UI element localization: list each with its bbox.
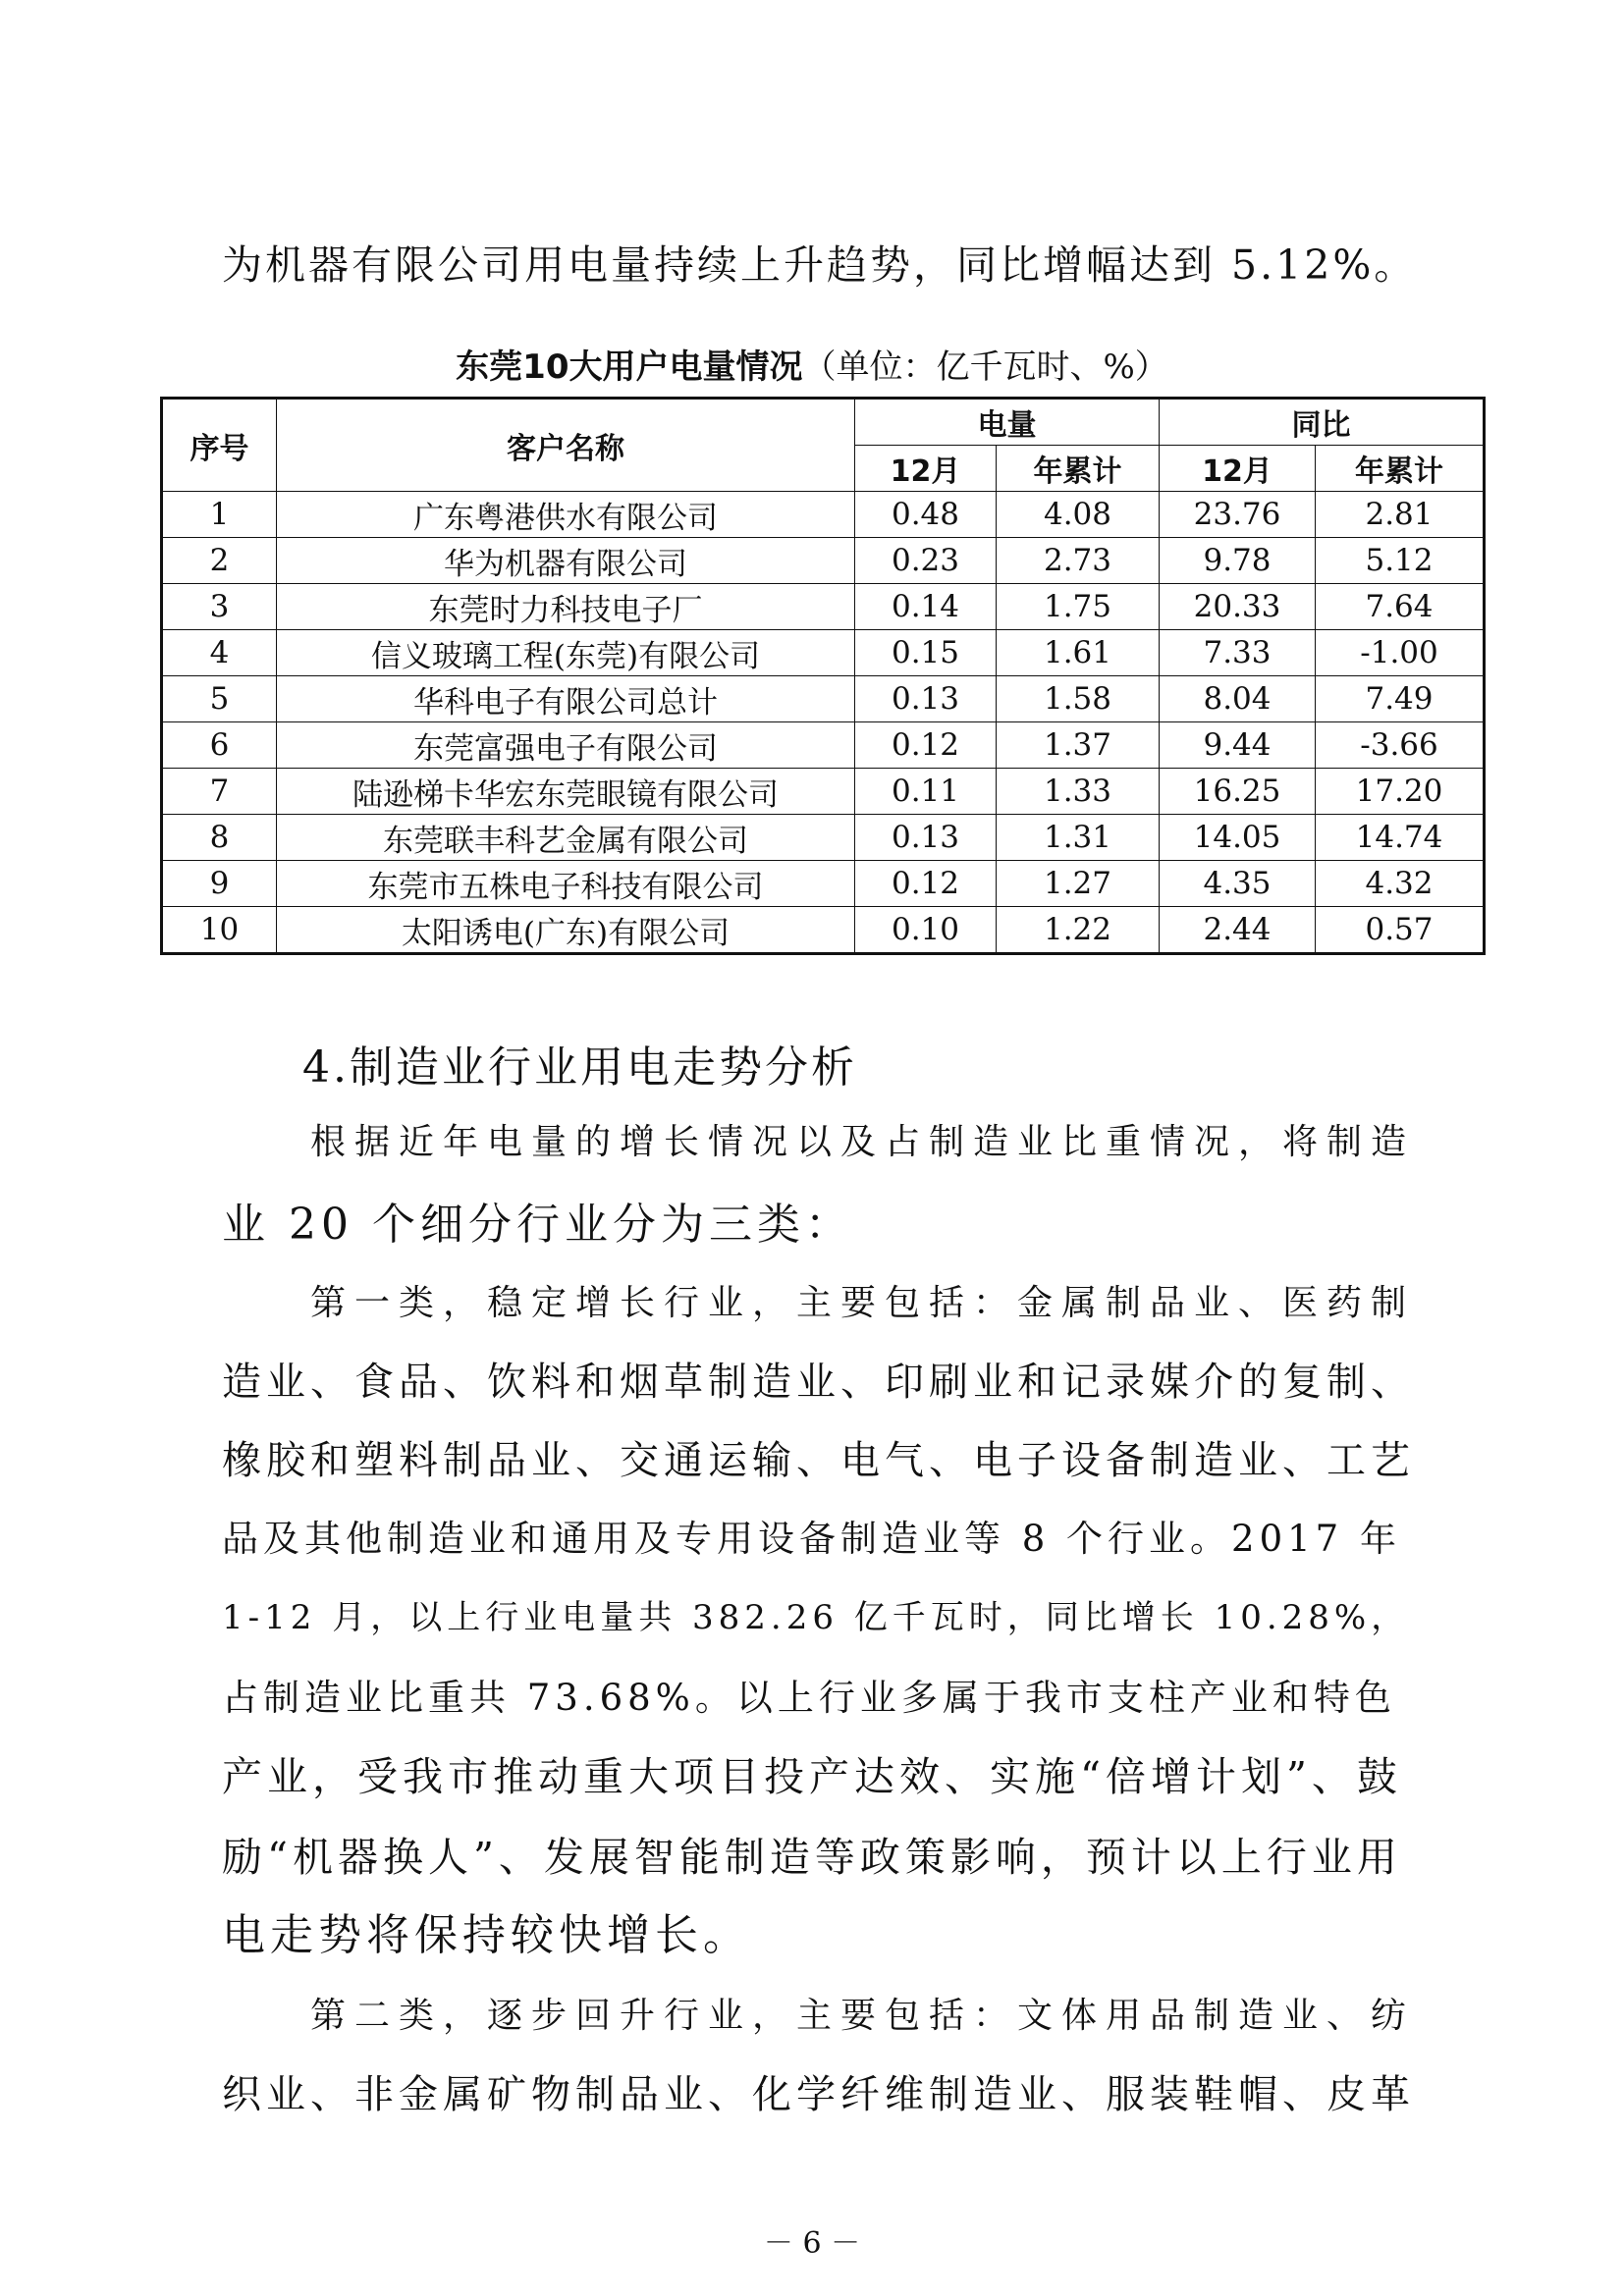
cell-yoy-dec: 16.25 xyxy=(1160,769,1316,815)
paragraph-line: 电走势将保持较快增长。 xyxy=(222,1910,751,1960)
cell-yoy-ytd: 4.32 xyxy=(1316,861,1485,907)
table-row xyxy=(162,584,1485,630)
table-caption xyxy=(0,344,1624,391)
cell-yoy-ytd: -3.66 xyxy=(1316,722,1485,769)
cell-yoy-dec: 8.04 xyxy=(1160,676,1316,722)
cell-index: 3 xyxy=(162,584,277,630)
cell-index: 10 xyxy=(162,907,277,954)
header-power-group: 电量 xyxy=(855,399,1160,446)
cell-power-ytd: 1.31 xyxy=(997,815,1160,861)
table-row xyxy=(162,769,1485,815)
paragraph-line: 橡胶和塑料制品业、交通运输、电气、电子设备制造业、工艺 xyxy=(222,1438,1415,1483)
table-row xyxy=(162,538,1485,584)
paragraph-line: 第一类，稳定增长行业，主要包括：金属制品业、医药制 xyxy=(310,1283,1416,1323)
header-yoy-dec: 12月 xyxy=(1160,446,1316,492)
cell-customer: 东莞联丰科艺金属有限公司 xyxy=(277,815,855,861)
header-power-ytd: 年累计 xyxy=(997,446,1160,492)
cell-customer: 信义玻璃工程(东莞)有限公司 xyxy=(277,630,855,676)
page-number: － 6 － xyxy=(763,2226,861,2261)
cell-customer: 东莞富强电子有限公司 xyxy=(277,722,855,769)
cell-yoy-ytd: -1.00 xyxy=(1316,630,1485,676)
table-row xyxy=(162,907,1485,954)
paragraph-line: 造业、食品、饮料和烟草制造业、印刷业和记录媒介的复制、 xyxy=(222,1360,1415,1405)
cell-power-ytd: 1.27 xyxy=(997,861,1160,907)
table-row xyxy=(162,861,1485,907)
table-row xyxy=(162,492,1485,538)
cell-yoy-ytd: 2.81 xyxy=(1316,492,1485,538)
header-yoy-group: 同比 xyxy=(1160,399,1485,446)
paragraph-line: 1-12 月，以上行业电量共 382.26 亿千瓦时，同比增长 10.28%， xyxy=(222,1598,1410,1637)
table-row xyxy=(162,676,1485,722)
paragraph-line: 织业、非金属矿物制品业、化学纤维制造业、服装鞋帽、皮革 xyxy=(222,2072,1415,2117)
paragraph-line: 占制造业比重共 73.68%。以上行业多属于我市支柱产业和特色 xyxy=(222,1677,1396,1719)
cell-power-dec: 0.13 xyxy=(855,815,997,861)
paragraph-line: 根据近年电量的增长情况以及占制造业比重情况，将制造 xyxy=(310,1122,1416,1162)
paragraph-line: 励“机器换人”、发展智能制造等政策影响，预计以上行业用 xyxy=(222,1834,1402,1881)
cell-power-dec: 0.10 xyxy=(855,907,997,954)
cell-yoy-dec: 20.33 xyxy=(1160,584,1316,630)
table-body xyxy=(162,492,1485,954)
cell-power-ytd: 4.08 xyxy=(997,492,1160,538)
cell-yoy-ytd: 5.12 xyxy=(1316,538,1485,584)
cell-customer: 华为机器有限公司 xyxy=(277,538,855,584)
cell-power-ytd: 1.37 xyxy=(997,722,1160,769)
cell-power-ytd: 1.58 xyxy=(997,676,1160,722)
cell-yoy-dec: 9.78 xyxy=(1160,538,1316,584)
table-row xyxy=(162,815,1485,861)
cell-customer: 陆逊梯卡华宏东莞眼镜有限公司 xyxy=(277,769,855,815)
cell-power-dec: 0.23 xyxy=(855,538,997,584)
cell-power-ytd: 1.22 xyxy=(997,907,1160,954)
cell-yoy-ytd: 14.74 xyxy=(1316,815,1485,861)
cell-power-ytd: 1.75 xyxy=(997,584,1160,630)
cell-customer: 广东粤港供水有限公司 xyxy=(277,492,855,538)
cell-yoy-ytd: 17.20 xyxy=(1316,769,1485,815)
cell-power-dec: 0.12 xyxy=(855,722,997,769)
cell-index: 4 xyxy=(162,630,277,676)
cell-customer: 东莞市五株电子科技有限公司 xyxy=(277,861,855,907)
cell-yoy-ytd: 7.49 xyxy=(1316,676,1485,722)
cell-yoy-dec: 7.33 xyxy=(1160,630,1316,676)
cell-power-dec: 0.14 xyxy=(855,584,997,630)
cell-yoy-ytd: 7.64 xyxy=(1316,584,1485,630)
header-index: 序号 xyxy=(162,399,277,492)
cell-power-dec: 0.48 xyxy=(855,492,997,538)
cell-yoy-dec: 23.76 xyxy=(1160,492,1316,538)
cell-yoy-dec: 4.35 xyxy=(1160,861,1316,907)
cell-power-ytd: 1.33 xyxy=(997,769,1160,815)
table-title: 东莞10大用户电量情况 xyxy=(456,347,803,387)
cell-power-ytd: 2.73 xyxy=(997,538,1160,584)
paragraph-line: 第二类，逐步回升行业，主要包括：文体用品制造业、纺 xyxy=(310,1996,1416,2036)
intro-line: 为机器有限公司用电量持续上升趋势，同比增幅达到 5.12%。 xyxy=(222,241,1418,289)
cell-index: 6 xyxy=(162,722,277,769)
cell-yoy-dec: 9.44 xyxy=(1160,722,1316,769)
cell-index: 8 xyxy=(162,815,277,861)
cell-index: 5 xyxy=(162,676,277,722)
cell-customer: 东莞时力科技电子厂 xyxy=(277,584,855,630)
cell-power-dec: 0.12 xyxy=(855,861,997,907)
section-heading: 4.制造业行业用电走势分析 xyxy=(302,1042,857,1093)
cell-customer: 华科电子有限公司总计 xyxy=(277,676,855,722)
header-customer: 客户名称 xyxy=(277,399,855,492)
cell-index: 2 xyxy=(162,538,277,584)
table-row xyxy=(162,722,1485,769)
table-unit: （单位：亿千瓦时、%） xyxy=(802,347,1168,387)
paragraph-line: 业 20 个细分行业分为三类： xyxy=(222,1200,853,1250)
cell-power-ytd: 1.61 xyxy=(997,630,1160,676)
header-yoy-ytd: 年累计 xyxy=(1316,446,1485,492)
cell-index: 7 xyxy=(162,769,277,815)
cell-yoy-ytd: 0.57 xyxy=(1316,907,1485,954)
cell-power-dec: 0.15 xyxy=(855,630,997,676)
header-power-dec: 12月 xyxy=(855,446,997,492)
cell-customer: 太阳诱电(广东)有限公司 xyxy=(277,907,855,954)
cell-index: 1 xyxy=(162,492,277,538)
cell-power-dec: 0.13 xyxy=(855,676,997,722)
paragraph-line: 品及其他制造业和通用及专用设备制造业等 8 个行业。2017 年 xyxy=(222,1518,1401,1560)
cell-index: 9 xyxy=(162,861,277,907)
paragraph-line: 产业，受我市推动重大项目投产达效、实施“倍增计划”、鼓 xyxy=(222,1753,1402,1800)
top10-users-table xyxy=(160,397,1486,955)
cell-power-dec: 0.11 xyxy=(855,769,997,815)
cell-yoy-dec: 2.44 xyxy=(1160,907,1316,954)
cell-yoy-dec: 14.05 xyxy=(1160,815,1316,861)
table-row xyxy=(162,630,1485,676)
